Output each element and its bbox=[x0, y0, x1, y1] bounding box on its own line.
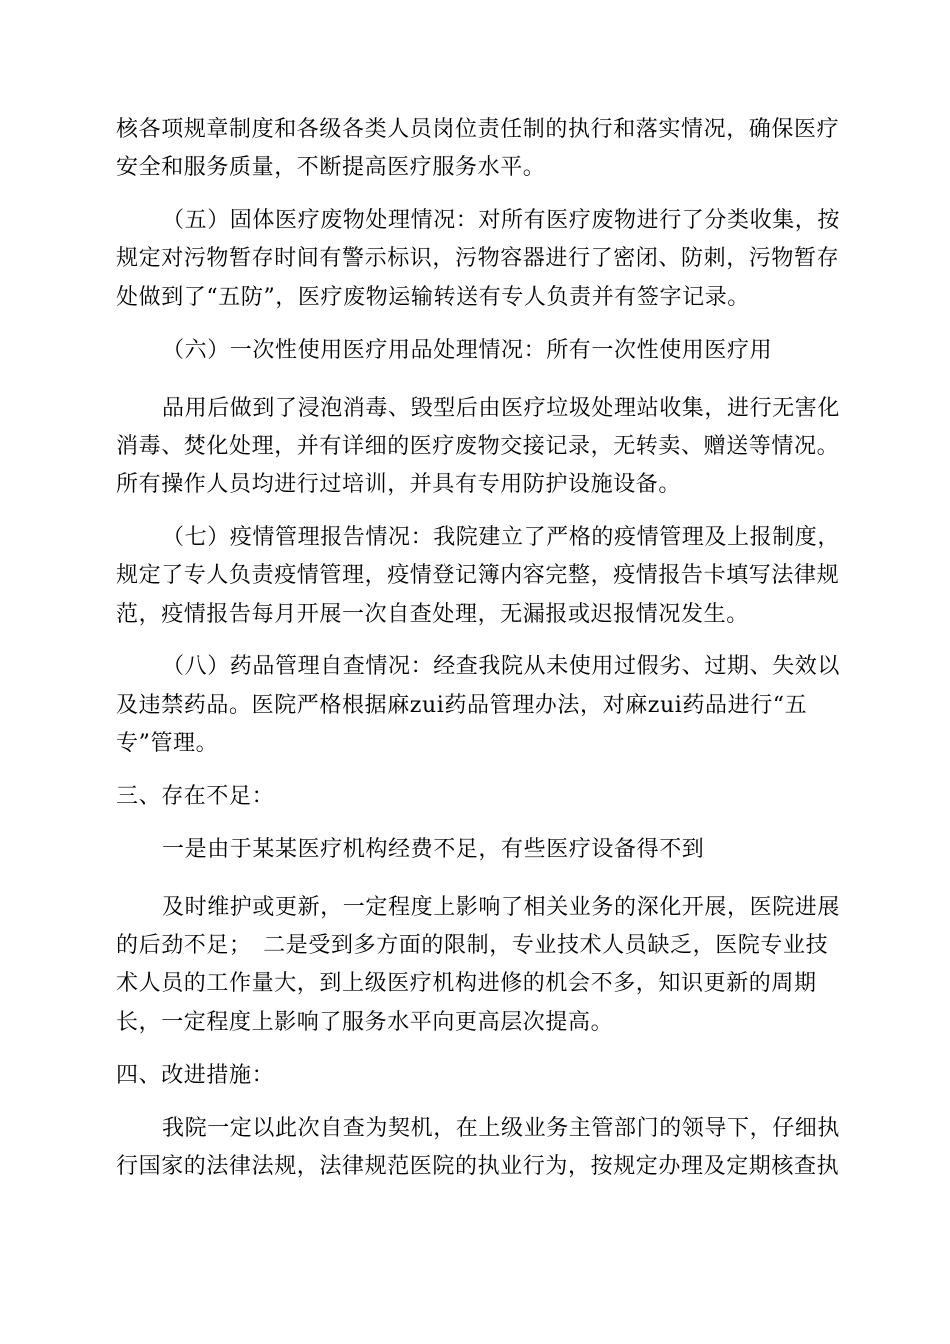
text-line: （八）药品管理自查情况：经查我院从未使用过假劣、过期、失效以 bbox=[162, 654, 841, 679]
text-line: 术人员的工作量大，到上级医疗机构进修的机会不多，知识更新的周期 bbox=[116, 971, 817, 996]
text-line: 及违禁药品。医院严格根据麻zui药品管理办法，对麻zui药品进行“五 bbox=[116, 693, 808, 718]
text-line: 消毒、焚化处理，并有详细的医疗废物交接记录，无转卖、赠送等情况。 bbox=[116, 434, 840, 459]
text-line: 核各项规章制度和各级各类人员岗位责任制的执行和落实情况，确保医疗 bbox=[116, 117, 840, 142]
section-heading: 三、存在不足： bbox=[116, 784, 275, 809]
text-line: 规定对污物暂存时间有警示标识，污物容器进行了密闭、防刺，污物暂存 bbox=[116, 246, 840, 271]
text-line: 我院一定以此次自查为契机，在上级业务主管部门的领导下，仔细执 bbox=[162, 1116, 841, 1141]
text-line: 长，一定程度上影响了服务水平向更高层次提高。 bbox=[116, 1010, 614, 1035]
text-line: 范，疫情报告每月开展一次自查处理，无漏报或迟报情况发生。 bbox=[116, 602, 749, 627]
text-line: 专”管理。 bbox=[116, 731, 219, 756]
text-line: 品用后做到了浸泡消毒、毁型后由医疗垃圾处理站收集，进行无害化 bbox=[162, 396, 841, 421]
text-line: 及时维护或更新，一定程度上影响了相关业务的深化开展，医院进展 bbox=[162, 895, 841, 920]
text-line: 规定了专人负责疫情管理，疫情登记簿内容完整，疫情报告卡填写法律规 bbox=[116, 563, 840, 588]
text-line: 一是由于某某医疗机构经费不足，有些医疗设备得不到 bbox=[162, 837, 705, 862]
text-line: 处做到了“五防”，医疗废物运输转送有专人负责并有签字记录。 bbox=[116, 285, 750, 310]
text-line: 的后劲不足； 二是受到多方面的限制，专业技术人员缺乏，医院专业技 bbox=[116, 933, 829, 958]
text-line: 行国家的法律法规，法律规范医院的执业行为，按规定办理及定期核查执 bbox=[116, 1154, 840, 1179]
text-line: （五）固体医疗废物处理情况：对所有医疗废物进行了分类收集，按 bbox=[162, 208, 841, 233]
text-line: 所有操作人员均进行过培训，并具有专用防护设施设备。 bbox=[116, 472, 682, 497]
text-line: 安全和服务质量，不断提高医疗服务水平。 bbox=[116, 155, 546, 180]
section-heading: 四、改进措施： bbox=[116, 1063, 275, 1088]
text-line: （七）疫情管理报告情况：我院建立了严格的疫情管理及上报制度， bbox=[162, 525, 841, 550]
text-line: （六）一次性使用医疗用品处理情况：所有一次性使用医疗用 bbox=[162, 338, 773, 363]
